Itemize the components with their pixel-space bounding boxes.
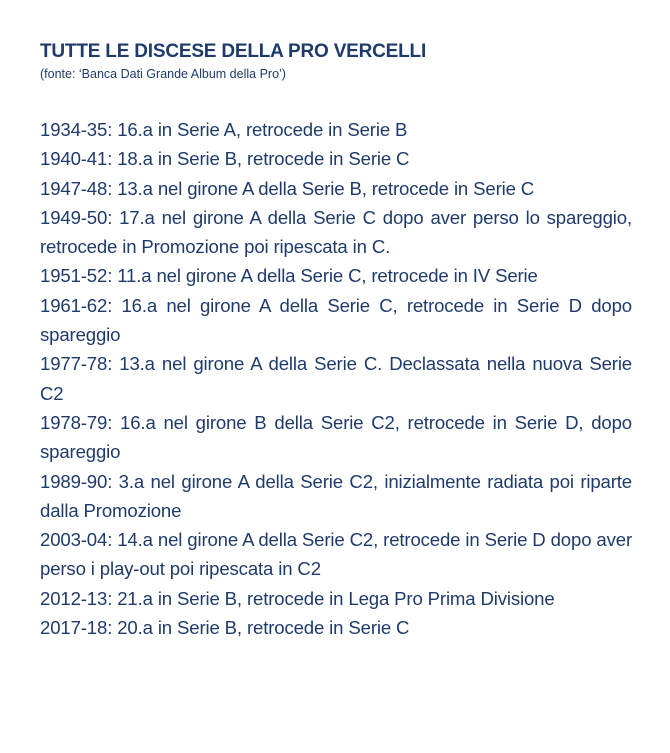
list-item: 1949-50: 17.a nel girone A della Serie C dopo aver perso lo spareggio, retrocede in Promozione poi ripescata in C. [40, 206, 632, 258]
list-item: 1961-62: 16.a nel girone A della Serie C, retrocede in Serie D dopo spareggio [40, 294, 632, 346]
list-item: 2003-04: 14.a nel girone A della Serie C2, retrocede in Serie D dopo aver perso i play-out poi ripescata in C2 [40, 529, 632, 580]
list-item: 1977-78: 13.a nel girone A della Serie C. Declassata nella nuova Serie C2 [40, 353, 632, 404]
relegation-list [40, 115, 632, 642]
list-item: 2017-18: 20.a in Serie B, retrocede in Serie C [40, 617, 410, 639]
list-item: 1940-41: 18.a in Serie B, retrocede in Serie C [40, 148, 410, 170]
list-item: 1989-90: 3.a nel girone A della Serie C2, inizialmente radiata poi riparte dalla Promozione [40, 470, 632, 521]
list-item: 1951-52: 11.a nel girone A della Serie C, retrocede in IV Serie [40, 265, 538, 287]
list-item: 1978-79: 16.a nel girone B della Serie C2, retrocede in Serie D, dopo spareggio [40, 411, 632, 463]
list-item: 2012-13: 21.a in Serie B, retrocede in Lega Pro Prima Divisione [40, 587, 555, 609]
list-item: 1934-35: 16.a in Serie A, retrocede in Serie B [40, 119, 408, 140]
source-note: (fonte: ‘Banca Dati Grande Album della Pro’) [40, 67, 286, 81]
document-title: TUTTE LE DISCESE DELLA PRO VERCELLI [40, 41, 427, 62]
list-item: 1947-48: 13.a nel girone A della Serie B, retrocede in Serie C [40, 177, 535, 199]
document [40, 40, 632, 642]
